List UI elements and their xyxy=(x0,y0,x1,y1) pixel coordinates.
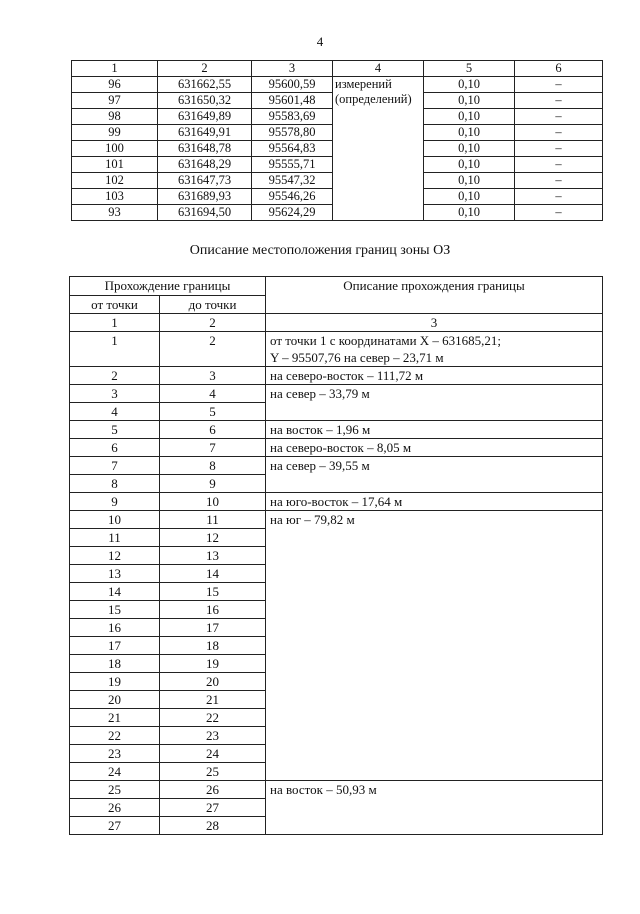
table-row xyxy=(70,421,603,439)
table1-cell-x: 631647,73 xyxy=(158,173,252,189)
from-point-cell: 10 xyxy=(70,511,160,529)
boundary-description-cell xyxy=(266,332,603,367)
boundary-description-table xyxy=(69,276,603,835)
to-point-cell: 14 xyxy=(160,565,266,583)
to-point-cell: 28 xyxy=(160,817,266,835)
from-point-cell: 12 xyxy=(70,547,160,565)
table-row xyxy=(70,332,603,367)
from-point-header: от точки xyxy=(70,296,160,314)
page-number: 4 xyxy=(316,34,324,49)
from-point-cell: 20 xyxy=(70,691,160,709)
from-point-cell: 23 xyxy=(70,745,160,763)
table1-cell-acc: 0,10 xyxy=(424,77,515,93)
boundary-description-cell xyxy=(266,385,603,421)
measurement-method-line: (определений) xyxy=(335,92,412,106)
table1-cell-acc: 0,10 xyxy=(424,141,515,157)
from-point-cell: 3 xyxy=(70,385,160,403)
description-line: на юг – 79,82 м xyxy=(270,512,355,527)
measurement-method-line: измерений xyxy=(335,77,392,91)
description-line: на северо-восток – 8,05 м xyxy=(270,440,412,455)
boundary-description-cell xyxy=(266,493,603,511)
table1-cell-y: 95555,71 xyxy=(252,157,333,173)
table-row xyxy=(70,385,603,403)
to-point-cell: 19 xyxy=(160,655,266,673)
to-point-cell: 13 xyxy=(160,547,266,565)
to-point-cell: 24 xyxy=(160,745,266,763)
table1-cell-c6: – xyxy=(515,93,603,109)
table1-cell-c6: – xyxy=(515,109,603,125)
to-point-cell: 20 xyxy=(160,673,266,691)
to-point-cell: 7 xyxy=(160,439,266,457)
description-line: на север – 39,55 м xyxy=(270,458,370,473)
from-point-cell: 22 xyxy=(70,727,160,745)
table1-cell-y: 95547,32 xyxy=(252,173,333,189)
column-number-cell: 1 xyxy=(70,314,160,332)
description-line: на юго-восток – 17,64 м xyxy=(270,494,403,509)
to-point-cell: 10 xyxy=(160,493,266,511)
from-point-cell: 7 xyxy=(70,457,160,475)
description-line: от точки 1 с координатами X – 631685,21; xyxy=(270,333,502,348)
table1-header-cell: 1 xyxy=(72,61,158,77)
from-point-cell: 15 xyxy=(70,601,160,619)
table1-cell-c6: – xyxy=(515,77,603,93)
boundary-description-cell xyxy=(266,421,603,439)
to-point-cell: 6 xyxy=(160,421,266,439)
table-row xyxy=(70,367,603,385)
boundary-description-cell xyxy=(266,511,603,781)
table1-cell-y: 95601,48 xyxy=(252,93,333,109)
coordinates-table xyxy=(71,60,603,221)
to-point-cell: 3 xyxy=(160,367,266,385)
table-row xyxy=(70,457,603,475)
from-point-cell: 1 xyxy=(70,332,160,367)
table2-number-row xyxy=(70,314,603,332)
table1-header-cell: 3 xyxy=(252,61,333,77)
to-point-cell: 23 xyxy=(160,727,266,745)
to-point-cell: 11 xyxy=(160,511,266,529)
boundary-description-cell xyxy=(266,781,603,835)
table1-header-row xyxy=(72,61,603,77)
description-header: Описание прохождения границы xyxy=(266,277,603,314)
to-point-cell: 5 xyxy=(160,403,266,421)
table1-cell-acc: 0,10 xyxy=(424,93,515,109)
to-point-cell: 16 xyxy=(160,601,266,619)
from-point-cell: 14 xyxy=(70,583,160,601)
to-point-header: до точки xyxy=(160,296,266,314)
table1-cell-n: 101 xyxy=(72,157,158,173)
table1-cell-y: 95583,69 xyxy=(252,109,333,125)
boundary-description-cell xyxy=(266,457,603,493)
table1-cell-c6: – xyxy=(515,157,603,173)
table1-cell-c6: – xyxy=(515,173,603,189)
to-point-cell: 9 xyxy=(160,475,266,493)
table1-cell-x: 631689,93 xyxy=(158,189,252,205)
column-number-cell: 2 xyxy=(160,314,266,332)
table1-header-cell: 2 xyxy=(158,61,252,77)
table1-cell-c6: – xyxy=(515,189,603,205)
table1-cell-n: 100 xyxy=(72,141,158,157)
table1-cell-acc: 0,10 xyxy=(424,157,515,173)
from-point-cell: 11 xyxy=(70,529,160,547)
from-point-cell: 21 xyxy=(70,709,160,727)
description-line: на северо-восток – 111,72 м xyxy=(270,368,424,383)
description-line: на восток – 1,96 м xyxy=(270,422,371,437)
table1-cell-n: 99 xyxy=(72,125,158,141)
to-point-cell: 8 xyxy=(160,457,266,475)
from-point-cell: 16 xyxy=(70,619,160,637)
table1-cell-n: 93 xyxy=(72,205,158,221)
table1-cell-y: 95564,83 xyxy=(252,141,333,157)
from-point-cell: 18 xyxy=(70,655,160,673)
from-point-cell: 13 xyxy=(70,565,160,583)
table1-cell-acc: 0,10 xyxy=(424,205,515,221)
boundary-passage-header: Прохождение границы xyxy=(70,277,266,296)
table1-cell-acc: 0,10 xyxy=(424,125,515,141)
description-line: на восток – 50,93 м xyxy=(270,782,377,797)
from-point-cell: 9 xyxy=(70,493,160,511)
table-row xyxy=(70,439,603,457)
from-point-cell: 27 xyxy=(70,817,160,835)
table1-cell-c6: – xyxy=(515,125,603,141)
table1-cell-c6: – xyxy=(515,205,603,221)
to-point-cell: 22 xyxy=(160,709,266,727)
to-point-cell: 17 xyxy=(160,619,266,637)
from-point-cell: 4 xyxy=(70,403,160,421)
table1-cell-x: 631694,50 xyxy=(158,205,252,221)
from-point-cell: 26 xyxy=(70,799,160,817)
table1-cell-y: 95624,29 xyxy=(252,205,333,221)
description-line: Y – 95507,76 на север – 23,71 м xyxy=(270,350,444,365)
table1-cell-x: 631648,78 xyxy=(158,141,252,157)
table1-cell-n: 97 xyxy=(72,93,158,109)
table1-header-cell: 6 xyxy=(515,61,603,77)
table1-cell-x: 631650,32 xyxy=(158,93,252,109)
table-row xyxy=(70,493,603,511)
to-point-cell: 2 xyxy=(160,332,266,367)
to-point-cell: 26 xyxy=(160,781,266,799)
to-point-cell: 21 xyxy=(160,691,266,709)
table1-cell-x: 631662,55 xyxy=(158,77,252,93)
table1-cell-y: 95578,80 xyxy=(252,125,333,141)
table1-cell-n: 96 xyxy=(72,77,158,93)
table2-header-row xyxy=(70,277,603,296)
from-point-cell: 19 xyxy=(70,673,160,691)
measurement-method-cell xyxy=(333,77,424,221)
to-point-cell: 15 xyxy=(160,583,266,601)
table1-header-cell: 4 xyxy=(333,61,424,77)
table1-cell-c6: – xyxy=(515,141,603,157)
from-point-cell: 6 xyxy=(70,439,160,457)
from-point-cell: 8 xyxy=(70,475,160,493)
table-row xyxy=(70,781,603,799)
to-point-cell: 12 xyxy=(160,529,266,547)
to-point-cell: 25 xyxy=(160,763,266,781)
boundary-description-cell xyxy=(266,439,603,457)
to-point-cell: 27 xyxy=(160,799,266,817)
table1-cell-acc: 0,10 xyxy=(424,189,515,205)
table1-cell-acc: 0,10 xyxy=(424,109,515,125)
from-point-cell: 25 xyxy=(70,781,160,799)
from-point-cell: 5 xyxy=(70,421,160,439)
table1-header-cell: 5 xyxy=(424,61,515,77)
from-point-cell: 17 xyxy=(70,637,160,655)
from-point-cell: 2 xyxy=(70,367,160,385)
table1-cell-x: 631648,29 xyxy=(158,157,252,173)
to-point-cell: 18 xyxy=(160,637,266,655)
column-number-cell: 3 xyxy=(266,314,603,332)
table-row xyxy=(70,511,603,529)
table1-cell-n: 103 xyxy=(72,189,158,205)
boundary-description-cell xyxy=(266,367,603,385)
from-point-cell: 24 xyxy=(70,763,160,781)
table1-cell-y: 95600,59 xyxy=(252,77,333,93)
table-row xyxy=(72,77,603,93)
table1-cell-n: 98 xyxy=(72,109,158,125)
section-title: Описание местоположения границ зоны ОЗ xyxy=(189,243,451,258)
to-point-cell: 4 xyxy=(160,385,266,403)
table1-cell-x: 631649,89 xyxy=(158,109,252,125)
table1-cell-x: 631649,91 xyxy=(158,125,252,141)
table1-cell-n: 102 xyxy=(72,173,158,189)
table1-cell-y: 95546,26 xyxy=(252,189,333,205)
table1-cell-acc: 0,10 xyxy=(424,173,515,189)
description-line: на север – 33,79 м xyxy=(270,386,370,401)
